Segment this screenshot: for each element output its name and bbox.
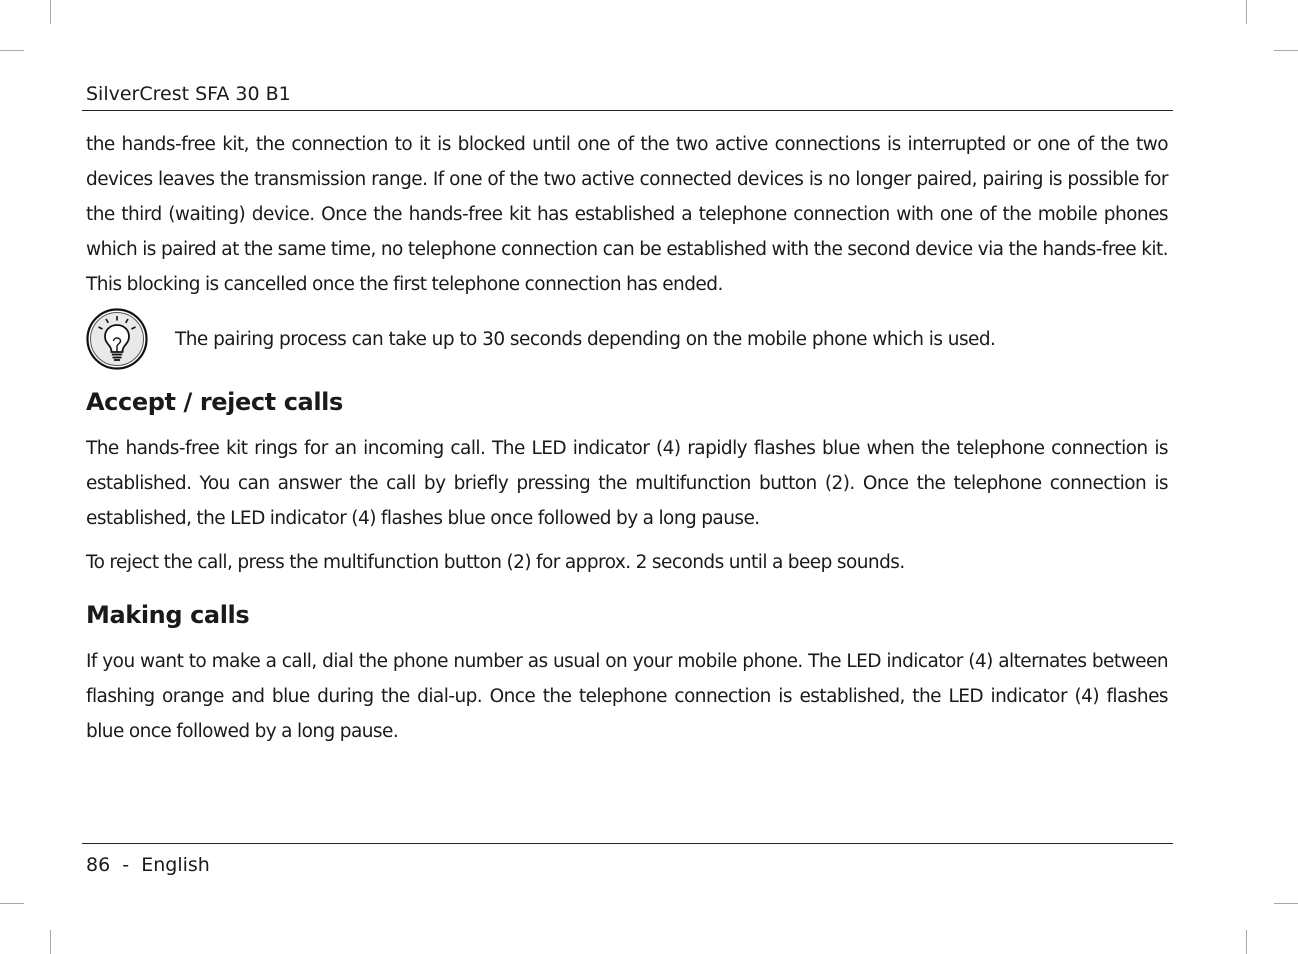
page-number: 86 <box>86 854 111 876</box>
crop-mark-bottom-right-vertical <box>1246 930 1247 954</box>
crop-mark-top-right-horizontal <box>1274 50 1298 51</box>
making-calls-paragraph: If you want to make a call, dial the phone number as usual on your mobile phone. The LED indicator (4) alternates between flashing orange and blue during the dial-up. Once the telephone connection is established, the LED indicator (4) flashes blue once followed by a long pause. <box>86 651 1168 742</box>
section-heading-making-calls: Making calls <box>86 601 250 629</box>
tip-note <box>86 308 1168 370</box>
crop-mark-bottom-right-horizontal <box>1274 903 1298 904</box>
footer-rule <box>82 843 1173 844</box>
page-content <box>86 127 1168 749</box>
page-footer <box>86 852 210 878</box>
header-rule <box>82 110 1173 111</box>
footer-language: English <box>141 854 210 876</box>
footer-separator: - <box>122 854 130 876</box>
reject-calls-paragraph: To reject the call, press the multifunction button (2) for approx. 2 seconds until a beep sounds. <box>86 552 905 573</box>
lightbulb-tip-icon <box>86 308 148 370</box>
crop-mark-bottom-left-horizontal <box>0 903 24 904</box>
accept-calls-paragraph: The hands-free kit rings for an incoming call. The LED indicator (4) rapidly flashes blue when the telephone connection is established. You can answer the call by briefly pressing the multifunction button (2). Once the telephone connection is established, the LED indicator (4) flashes blue once followed by a long pause. <box>86 438 1168 529</box>
page-header-title: SilverCrest SFA 30 B1 <box>86 83 291 105</box>
crop-mark-top-right-vertical <box>1246 0 1247 24</box>
tip-note-text: The pairing process can take up to 30 seconds depending on the mobile phone which is used. <box>175 328 996 350</box>
intro-paragraph: the hands-free kit, the connection to it is blocked until one of the two active connections is interrupted or one of the two devices leaves the transmission range. If one of the two active connected devices is no longer paired, pairing is possible for the third (waiting) device. Once the hands-free kit has established a telephone connection with one of the mobile phones which is paired at the same time, no telephone connection can be established with the second device via the hands-free kit. This blocking is cancelled once the first telephone connection has ended. <box>86 134 1168 295</box>
section-heading-accept-reject-calls: Accept / reject calls <box>86 388 343 416</box>
crop-mark-top-left-horizontal <box>0 50 24 51</box>
crop-mark-top-left-vertical <box>50 0 51 24</box>
crop-mark-bottom-left-vertical <box>50 930 51 954</box>
